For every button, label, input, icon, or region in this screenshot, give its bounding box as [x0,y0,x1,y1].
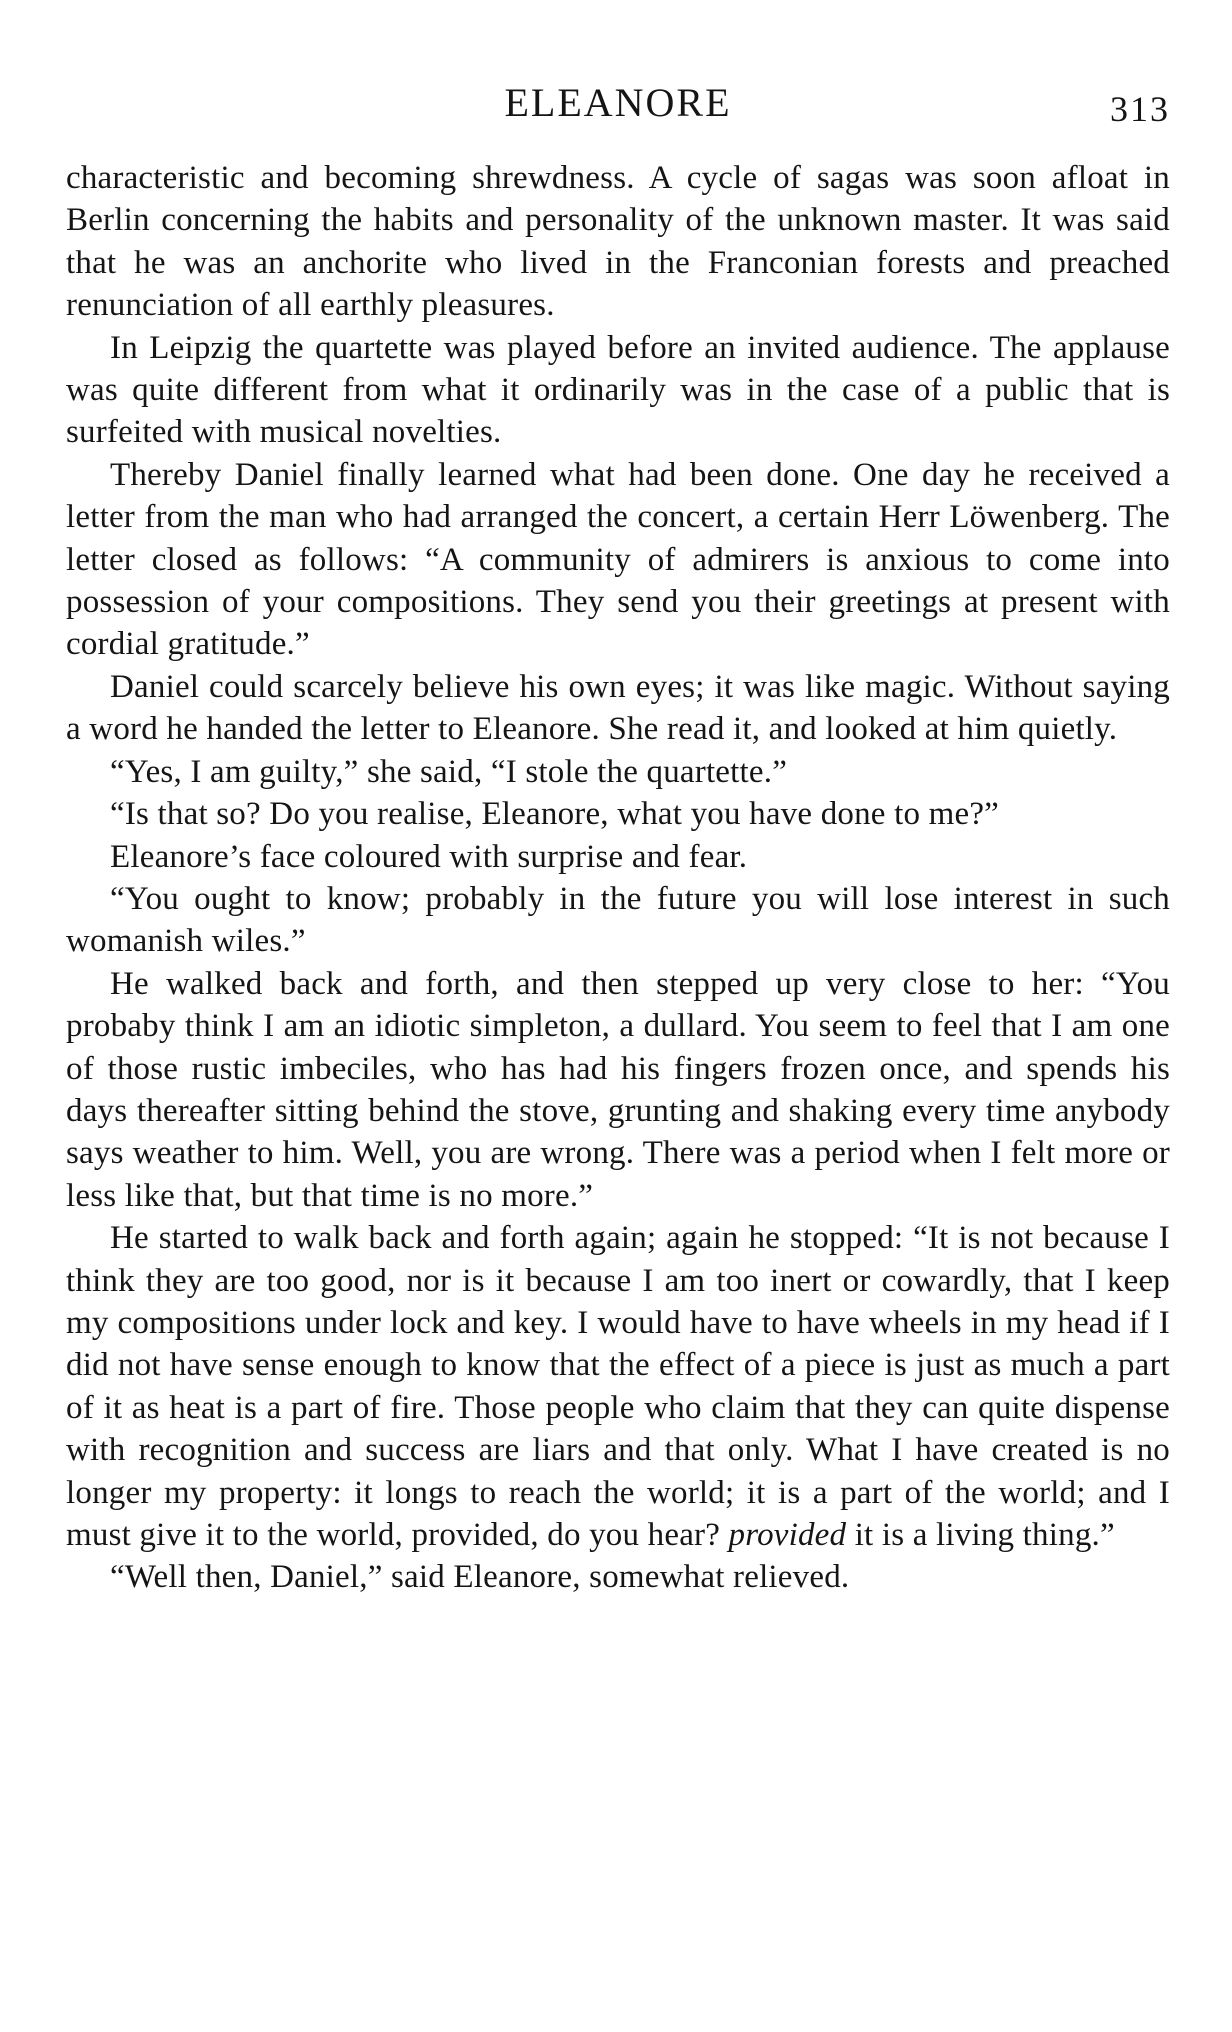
paragraph [66,1217,1170,1556]
paragraph: Eleanore’s face coloured with surprise and fear. [110,838,748,875]
paragraph: “Well then, Daniel,” said Eleanore, somewhat relieved. [110,1559,850,1596]
paragraph: characteristic and becoming shrewdness. A cycle of sagas was soon afloat in Berlin concerning the habits and personality of the unknown master. It was said that he was an anchorite who lived in the Franconian forests and preached renunciation of all earthly pleasures. [66,160,1170,324]
paragraph-text: He started to walk back and forth again; again he stopped: “It is not because I think they are too good, nor is it because I am too inert or cowardly, that I keep my compositions under lock and key. I would have to have wheels in my head if I did not have sense enough to know that the effect of a piece is just as much a part of it as heat is a part of fire. Those people who claim that they can quite dispense with recognition and success are liars and that only. What I have created is no longer my property: it longs to reach the world; it is a part of the world; and I must give it to the world, provided, do you hear? [66,1220,1170,1553]
paragraph: Thereby Daniel finally learned what had been done. One day he received a letter from the man who had arranged the concert, a certain Herr Löwenberg. The letter closed as follows: “A community of admirers is anxious to come into possession of your compositions. They send you their greetings at present with cordial gratitude.” [66,456,1170,663]
running-title: ELEANORE [504,80,732,125]
paragraph: “Yes, I am guilty,” she said, “I stole the quartette.” [110,753,788,790]
paragraph: “You ought to know; probably in the future you will lose interest in such womanish wiles.” [66,880,1170,960]
body-text [66,157,1170,1599]
paragraph-text: it is a living thing.” [854,1517,1115,1553]
paragraph: “Is that so? Do you realise, Eleanore, what you have done to me?” [110,796,1000,833]
running-head [66,78,1170,128]
page-number: 313 [1110,89,1170,129]
emphasized-word: provided [728,1517,847,1553]
paragraph: He walked back and forth, and then stepped up very close to her: “You probaby think I am an idiotic simpleton, a dullard. You seem to feel that I am one of those rustic imbeciles, who has had his fingers frozen once, and spends his days thereafter sitting behind the stove, grunting and shaking every time anybody says weather to him. Well, you are wrong. There was a period when I felt more or less like that, but that time is no more.” [66,965,1170,1214]
paragraph: In Leipzig the quartette was played before an invited audience. The applause was quite different from what it ordinarily was in the case of a public that is surfeited with musical novelties. [66,329,1170,451]
paragraph: Daniel could scarcely believe his own eyes; it was like magic. Without saying a word he handed the letter to Eleanore. She read it, and looked at him quietly. [66,668,1170,748]
